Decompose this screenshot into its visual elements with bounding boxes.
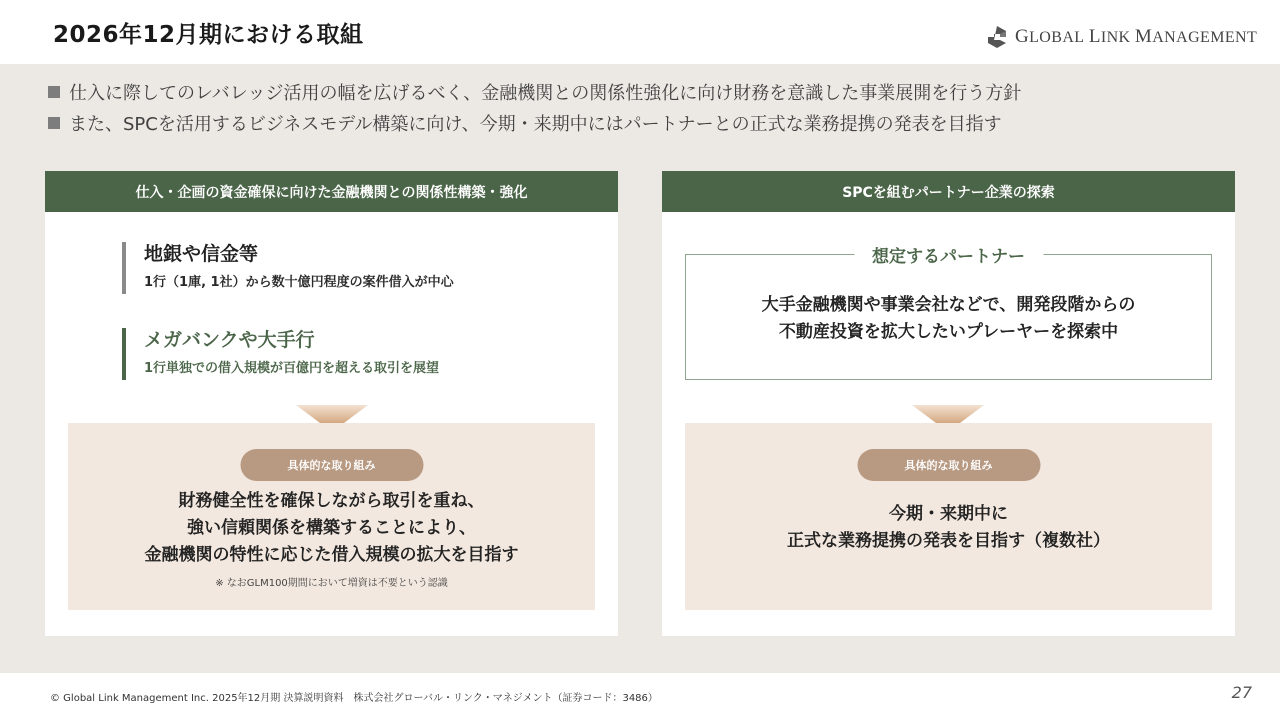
- initiative-line: 強い信頼関係を構築することにより、: [187, 518, 476, 538]
- page-title: 2026年12月期における取組: [53, 22, 364, 48]
- bullet-text: また、SPCを活用するビジネスモデル構築に向け、今期・来期中にはパートナーとの正式な業務提携の発表を目指す: [69, 113, 1002, 135]
- square-bullet-icon: [48, 86, 60, 98]
- initiative-line: 金融機関の特性に応じた借入規模の拡大を目指す: [144, 545, 519, 565]
- slide-header: [0, 0, 1280, 64]
- initiative-line: 財務健全性を確保しながら取引を重ね、: [178, 491, 485, 511]
- page-number: 27: [1231, 683, 1252, 702]
- logo-text: GLOBAL LINK MANAGEMENT: [1015, 26, 1258, 47]
- initiative-pill: 具体的な取り組み: [240, 449, 423, 481]
- left-panel: [45, 171, 618, 636]
- initiative-line: 正式な業務提携の発表を目指す（複数社）: [787, 531, 1110, 551]
- right-initiative-box: [685, 423, 1212, 610]
- right-panel: [662, 171, 1235, 636]
- partner-line: 不動産投資を拡大したいプレーヤーを探索中: [778, 322, 1119, 342]
- initiative-line: 今期・来期中に: [889, 504, 1008, 524]
- partner-line: 大手金融機関や事業会社などで、開発段階からの: [761, 295, 1136, 315]
- partner-text: [686, 292, 1211, 346]
- bullet-text: 仕入に際してのレバレッジ活用の幅を広げるべく、金融機関との関係性強化に向け財務を意識した事業展開を行う方針: [69, 82, 1022, 104]
- initiative-pill: 具体的な取り組み: [857, 449, 1040, 481]
- bullet-item: [48, 76, 1248, 107]
- bullet-item: [48, 107, 1248, 138]
- regional-banks-block: [122, 242, 454, 294]
- right-panel-header: SPCを組むパートナー企業の探索: [662, 171, 1235, 212]
- regional-banks-desc: 1行（1庫, 1社）から数十億円程度の案件借入が中心: [144, 275, 454, 290]
- footer-copyright: © Global Link Management Inc. 2025年12月期 決算説明資料 株式会社グローバル・リンク・マネジメント（証券コード：3486）: [50, 693, 658, 704]
- left-panel-header: 仕入・企画の資金確保に向けた金融機関との関係性構築・強化: [45, 171, 618, 212]
- partner-box: [685, 247, 1212, 380]
- regional-banks-title: 地銀や信金等: [144, 243, 259, 265]
- left-initiative-box: [68, 423, 595, 610]
- megabanks-title: メガバンクや大手行: [144, 329, 315, 351]
- square-bullet-icon: [48, 117, 60, 129]
- megabanks-block: [122, 328, 439, 380]
- partner-title: 想定するパートナー: [854, 242, 1043, 267]
- bullet-list: [48, 76, 1248, 138]
- glm-logo-icon: [986, 25, 1008, 49]
- megabanks-desc: 1行単独での借入規模が百億円を超える取引を展望: [144, 361, 440, 376]
- company-logo: [986, 24, 1257, 50]
- initiative-note: ※ なおGLM100期間において増資は不要という認識: [215, 578, 448, 589]
